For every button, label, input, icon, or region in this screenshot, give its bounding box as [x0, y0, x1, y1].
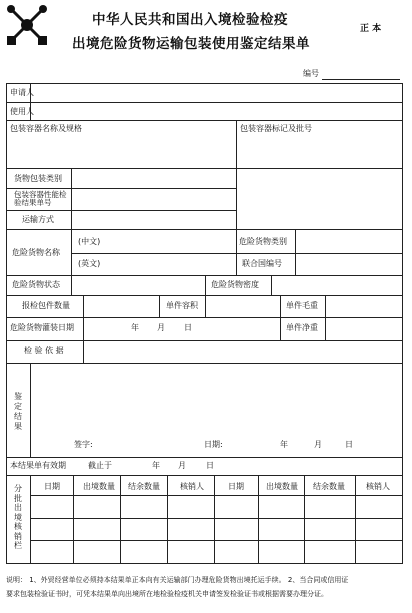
batch-col-exit-qty-1: 出境数量: [83, 482, 115, 491]
un-number-label: 联合国编号: [242, 259, 282, 268]
transport-mode-label: 运输方式: [22, 215, 54, 224]
batch-section-label: 分批出境核销栏: [14, 484, 22, 550]
title-line-1: 中华人民共和国出入境检验检疫: [92, 12, 288, 28]
dangerous-goods-name-label: 危险货物名称: [12, 248, 60, 257]
result-label: 鉴定结果: [14, 392, 22, 431]
inspection-quantity-label: 报检包件数量: [22, 301, 70, 310]
goods-package-class-label: 货物包装类别: [14, 174, 62, 183]
packing-month-label: 月: [157, 323, 165, 332]
batch-col-balance-1: 结余数量: [128, 482, 160, 491]
inspection-basis-label: 检 验 依 据: [24, 346, 64, 355]
result-month-label: 月: [314, 440, 322, 449]
batch-col-date-2: 日期: [228, 482, 244, 491]
packing-year-label: 年: [131, 323, 139, 332]
unit-net-weight-label: 单件净重: [286, 323, 318, 332]
unit-gross-weight-label: 单件毛重: [286, 301, 318, 310]
number-label: 编号: [303, 69, 319, 78]
result-date-label: 日期:: [204, 440, 223, 449]
copy-mark: 正 本: [360, 24, 382, 34]
english-label: (英文): [78, 259, 101, 268]
user-label: 使用人: [10, 107, 34, 116]
goods-state-label: 危险货物状态: [12, 280, 60, 289]
ciq-emblem-logo: [5, 3, 51, 47]
batch-col-verifier-2: 核销人: [366, 482, 390, 491]
batch-col-exit-qty-2: 出境数量: [266, 482, 298, 491]
notes-line-2: 要求包装检验证书时，可凭本结果单向出境所在地检验检疫机关申请签发检验证书或根据需要办理分证。: [6, 590, 328, 598]
dangerous-goods-class-label: 危险货物类别: [239, 237, 287, 246]
batch-col-date-1: 日期: [44, 482, 60, 491]
validity-month-label: 月: [178, 461, 186, 470]
signature-label: 签字:: [74, 440, 93, 449]
title-line-2: 出境危险货物运输包装使用鉴定结果单: [72, 36, 310, 52]
batch-col-verifier-1: 核销人: [180, 482, 204, 491]
notes-line-1: 说明： 1、外贸经营单位必须持本结果单正本向有关运输部门办理危险货物出境托运手续。 2、当合同或信用证: [6, 576, 349, 584]
until-label: 截止于: [88, 461, 112, 470]
container-mark-label: 包装容器标记及批号: [240, 124, 312, 133]
chinese-label: (中文): [78, 237, 101, 246]
applicant-label: 申请人: [10, 88, 34, 97]
number-underline: [322, 79, 400, 80]
container-name-label: 包装容器名称及规格: [10, 124, 82, 133]
batch-col-balance-2: 结余数量: [313, 482, 345, 491]
validity-year-label: 年: [152, 461, 160, 470]
container-performance-number-label: 包装容器性能检验结果单号: [14, 190, 67, 207]
validity-day-label: 日: [206, 461, 214, 470]
result-day-label: 日: [345, 440, 353, 449]
result-year-label: 年: [280, 440, 288, 449]
unit-capacity-label: 单件容积: [166, 301, 198, 310]
goods-density-label: 危险货物密度: [211, 280, 259, 289]
packing-day-label: 日: [184, 323, 192, 332]
packing-date-label: 危险货物灌装日期: [10, 323, 74, 332]
validity-label: 本结果单有效期: [10, 461, 66, 470]
